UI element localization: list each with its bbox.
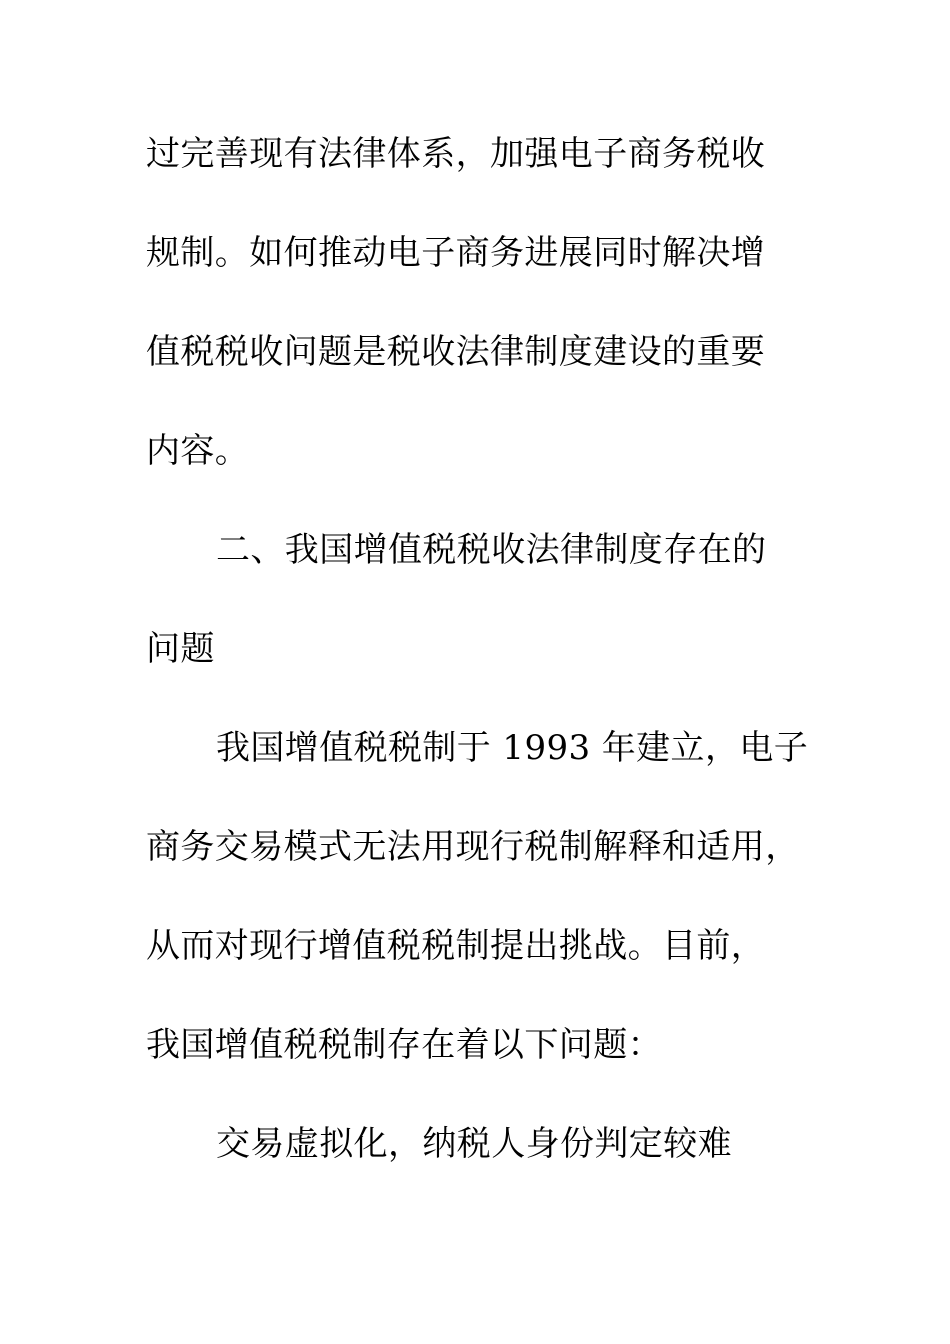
paragraph-line: 规制。如何推动电子商务进展同时解决增 <box>146 233 766 273</box>
paragraph-line: 内容。 <box>146 431 250 471</box>
section-heading-line: 问题 <box>146 629 215 669</box>
section-heading-line: 二、我国增值税税收法律制度存在的 <box>216 530 767 570</box>
paragraph-line: 我国增值税税制存在着以下问题： <box>146 1025 662 1065</box>
paragraph-line: 从而对现行增值税税制提出挑战。目前， <box>146 926 766 966</box>
subheading-line: 交易虚拟化，纳税人身份判定较难 <box>216 1124 732 1164</box>
paragraph-line: 我国增值税税制于 1993 年建立，电子 <box>216 728 809 768</box>
paragraph-line: 过完善现有法律体系，加强电子商务税收 <box>146 134 766 174</box>
paragraph-line: 值税税收问题是税收法律制度建设的重要 <box>146 332 766 372</box>
paragraph-line: 商务交易模式无法用现行税制解释和适用， <box>146 827 800 867</box>
